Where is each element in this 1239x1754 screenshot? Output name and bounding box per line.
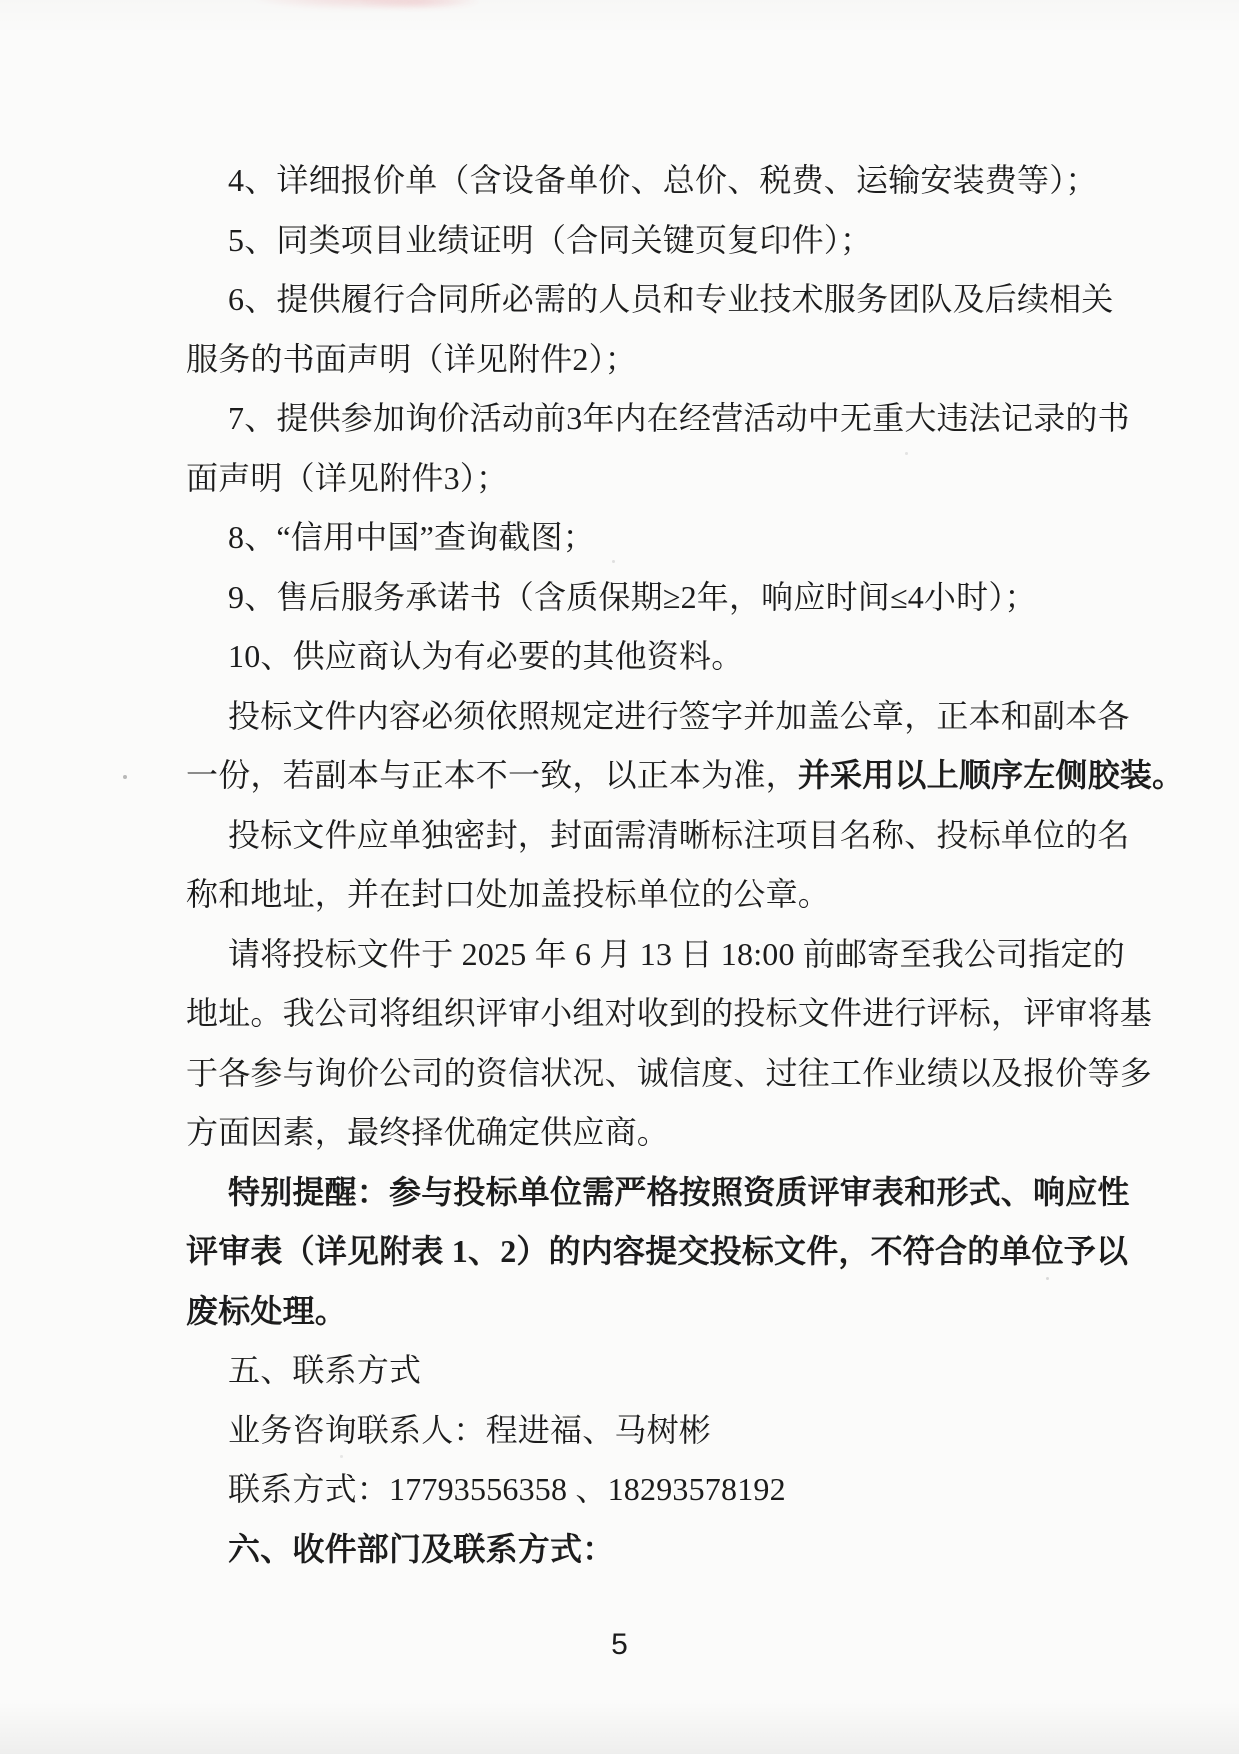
scan-speck <box>123 775 127 779</box>
text-line: 请将投标文件于 2025 年 6 月 13 日 18:00 前邮寄至我公司指定的 <box>228 935 1125 972</box>
document-body <box>186 151 1239 1579</box>
text-line: 六、收件部门及联系方式： <box>228 1530 615 1567</box>
page-number: 5 <box>611 1628 628 1661</box>
text-line: 5、同类项目业绩证明（合同关键页复印件）； <box>228 221 873 258</box>
text-line: 服务的书面声明（详见附件2）； <box>186 340 638 377</box>
text-line: 称和地址，并在封口处加盖投标单位的公章。 <box>186 876 831 912</box>
text-line: 业务咨询联系人：程进福、马树彬 <box>228 1411 712 1448</box>
text-line: 于各参与询价公司的资信状况、诚信度、过往工作业绩以及报价等多 <box>186 1054 1153 1091</box>
text-line: 五、联系方式 <box>228 1352 422 1388</box>
text-line: 地址。我公司将组织评审小组对收到的投标文件进行评标，评审将基 <box>186 995 1153 1031</box>
text-line: 评审表（详见附表 1、2）的内容提交投标文件，不符合的单位予以 <box>186 1233 1129 1269</box>
text-line: 9、售后服务承诺书（含质保期≥2年，响应时间≤4小时）； <box>228 578 1037 615</box>
text-segment: 并采用以上顺序左侧胶装。 <box>797 757 1185 793</box>
text-segment: 一份，若副本与正本不一致，以正本为准， <box>186 757 798 793</box>
text-line <box>186 746 1239 806</box>
text-line: 联系方式：17793556358 、18293578192 <box>228 1471 786 1507</box>
text-line: 面声明（详见附件3）； <box>186 459 509 496</box>
text-line: 废标处理。 <box>186 1292 348 1329</box>
text-line: 投标文件应单独密封，封面需清晰标注项目名称、投标单位的名 <box>228 816 1130 853</box>
text-line: 7、提供参加询价活动前3年内在经营活动中无重大违法记录的书 <box>228 400 1130 436</box>
text-line: 方面因素，最终择优确定供应商。 <box>186 1114 670 1150</box>
text-line: 10、供应商认为有必要的其他资料。 <box>228 638 744 674</box>
text-line: 6、提供履行合同所必需的人员和专业技术服务团队及后续相关 <box>228 281 1114 317</box>
text-line: 8、“信用中国”查询截图； <box>228 519 596 555</box>
text-line: 4、详细报价单（含设备单价、总价、税费、运输安装费等）； <box>228 162 1098 198</box>
text-line: 投标文件内容必须依照规定进行签字并加盖公章，正本和副本各 <box>228 697 1130 734</box>
text-line: 特别提醒：参与投标单位需严格按照资质评审表和形式、响应性 <box>228 1173 1130 1210</box>
